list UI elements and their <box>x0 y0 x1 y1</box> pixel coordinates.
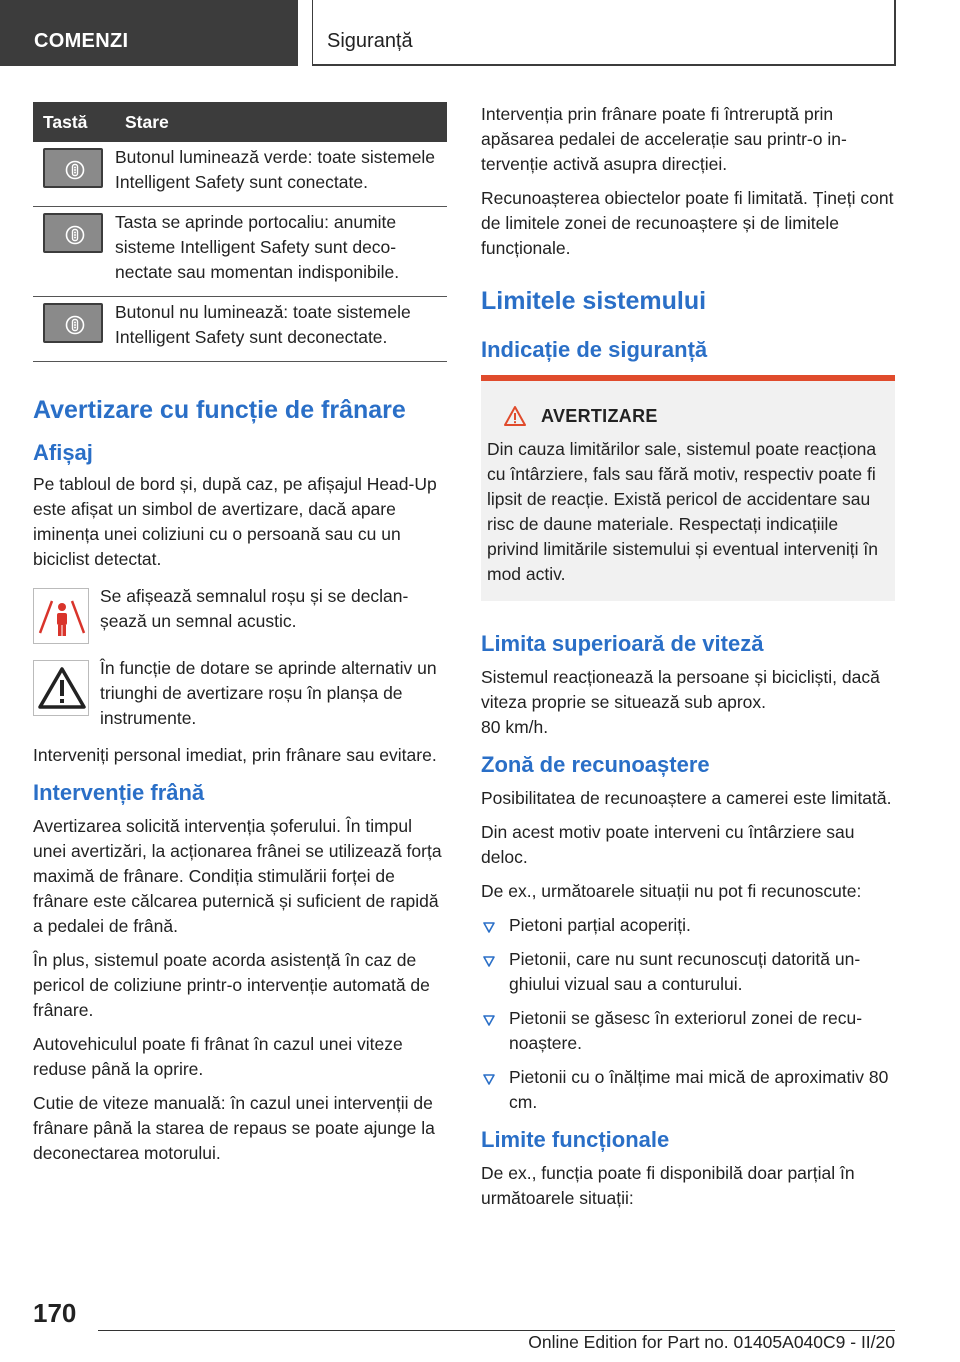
list-item-text: Pietonii cu o înălțime mai mică de aproximativ 80 cm. <box>509 1067 889 1112</box>
list-item-text: Pietoni parțial acoperiți. <box>509 915 691 935</box>
paragraph-brake-1: Avertizarea solicită intervenția șoferului. În timpul unei avertizări, la acționarea frânei se utilizează forța maximă de frânare. Condiția stimulării forței de frânare este călcarea puternică și suficient de rapidă a pedalei de frână. <box>33 816 442 936</box>
right-column <box>481 102 895 1220</box>
bullet-triangle-icon <box>483 922 495 933</box>
heading-system-limits: Limitele sistemului <box>481 287 707 315</box>
list-item-text: Pietonii, care nu sunt recunoscuți datorită unghiului vizual sau a conturului. <box>509 949 861 994</box>
warning-title <box>503 405 889 427</box>
list-item <box>481 913 895 938</box>
status-cell: Tasta se aprinde portocaliu: anumite sisteme Intelligent Safety sunt deconectate sau momentan indisponibile. <box>115 207 447 297</box>
table-row <box>33 207 447 297</box>
paragraph-speed <box>481 665 895 740</box>
status-cell: Butonul nu luminează: toate sistemele Intelligent Safety sunt deconectate. <box>115 297 447 362</box>
left-column <box>33 102 447 1175</box>
warning-title-text: AVERTIZARE <box>541 405 658 426</box>
section-tab: COMENZI <box>0 0 298 66</box>
heading-recognition-zone: Zonă de recunoaștere <box>481 752 710 777</box>
paragraph-zone-3: De ex., următoarele situații nu pot fi recunoscute: <box>481 881 862 901</box>
paragraph-functional: De ex., funcția poate fi disponibilă doar parțial în următoarele situații: <box>481 1163 855 1208</box>
list-item <box>481 947 895 997</box>
pedestrian-warning-icon <box>33 588 89 644</box>
bullet-triangle-icon <box>483 956 495 967</box>
list-item-text: Pietonii se găsesc în exteriorul zonei de recunoaștere. <box>509 1008 863 1053</box>
paragraph-recognition: Recunoașterea obiectelor poate fi limitată. Țineți cont de limitele zonei de recunoaștere și de limitele funcționale. <box>481 188 894 258</box>
warning-triangle-icon <box>503 405 527 427</box>
bullet-triangle-icon <box>483 1015 495 1026</box>
heading-functional-limits: Limite funcționale <box>481 1127 670 1152</box>
heading-safety-note: Indicație de siguranță <box>481 337 708 362</box>
speed-text: Sistemul reacționează la persoane și bicicliști, dacă viteza proprie se situează sub aprox. <box>481 667 880 712</box>
key-status-table <box>33 102 447 362</box>
intelligent-safety-key-icon <box>43 213 103 253</box>
status-cell: Butonul luminează verde: toate sistemele Intelligent Safety sunt conectate. <box>115 142 447 207</box>
key-cell <box>33 142 115 207</box>
paragraph-brake-4: Cutie de viteze manuală: în cazul unei intervenții de frânare până la starea de repaus se poate ajunge la deconectarea motorului. <box>33 1093 435 1163</box>
page-header <box>0 0 960 66</box>
heading-display: Afișaj <box>33 440 93 465</box>
warning-box <box>481 375 895 601</box>
warning-text: Din cauza limitărilor sale, sistemul poate reacționa cu întârziere, fals sau fără motiv, respectiv poate fi lipsit de reacție. Există pericol de accidentare sau risc de daune materiale. Respectați indicațiile privind limitările sistemului și eventual interveniți în mod activ. <box>487 439 878 584</box>
bullet-triangle-icon <box>483 1074 495 1085</box>
intelligent-safety-key-icon <box>43 303 103 343</box>
icon-description-triangle: În funcție de dotare se aprinde alternativ un triunghi de avertizare roșu în planșa de instrumente. <box>100 658 437 728</box>
icon-row-triangle <box>33 656 447 731</box>
page-number: 170 <box>33 1298 77 1328</box>
heading-brake-warning: Avertizare cu funcție de frânare <box>33 396 406 424</box>
list-item <box>481 1065 895 1115</box>
heading-brake-intervention: Intervenție frână <box>33 780 205 805</box>
table-header-row <box>33 102 447 142</box>
column-header-status: Stare <box>115 102 447 142</box>
table-row <box>33 142 447 207</box>
key-cell <box>33 297 115 362</box>
paragraph-brake-2: În plus, sistemul poate acorda asistență în caz de pericol de coliziune printr-o intervenție automată de frânare. <box>33 950 430 1020</box>
intelligent-safety-key-icon <box>43 148 103 188</box>
heading-speed-limit: Limita superioară de viteză <box>481 631 764 656</box>
footer-divider <box>98 1330 895 1331</box>
icon-row-pedestrian <box>33 584 447 644</box>
chapter-tab: Siguranță <box>312 0 896 66</box>
table-row <box>33 297 447 362</box>
paragraph-interrupt: Intervenția prin frânare poate fi întreruptă prin apăsarea pedalei de accelerație sau printr-o intervenție activă asupra direcției. <box>481 104 847 174</box>
key-cell <box>33 207 115 297</box>
list-item <box>481 1006 895 1056</box>
paragraph-zone-1: Posibilitatea de recunoaștere a camerei este limitată. <box>481 788 892 808</box>
paragraph-display: Pe tabloul de bord și, după caz, pe afișajul Head-Up este afișat un simbol de avertizare, dacă apare iminența unei coliziuni cu o persoană sau cu un biciclist detectat. <box>33 474 437 569</box>
warning-triangle-icon <box>33 660 89 716</box>
unrecognized-situations-list <box>481 913 895 1115</box>
column-header-key: Tastă <box>33 102 115 142</box>
speed-value: 80 km/h. <box>481 717 549 737</box>
paragraph-zone-2: Din acest motiv poate interveni cu întârziere sau deloc. <box>481 822 855 867</box>
footer-edition: Online Edition for Part no. 01405A040C9 - II/20 <box>528 1332 895 1352</box>
paragraph-brake-3: Autovehiculul poate fi frânat în cazul unei viteze reduse până la oprire. <box>33 1034 403 1079</box>
icon-description-pedestrian: Se afișează semnalul roșu și se declanșează un semnal acustic. <box>100 586 409 631</box>
paragraph-intervene: Interveniți personal imediat, prin frânare sau evitare. <box>33 745 437 765</box>
